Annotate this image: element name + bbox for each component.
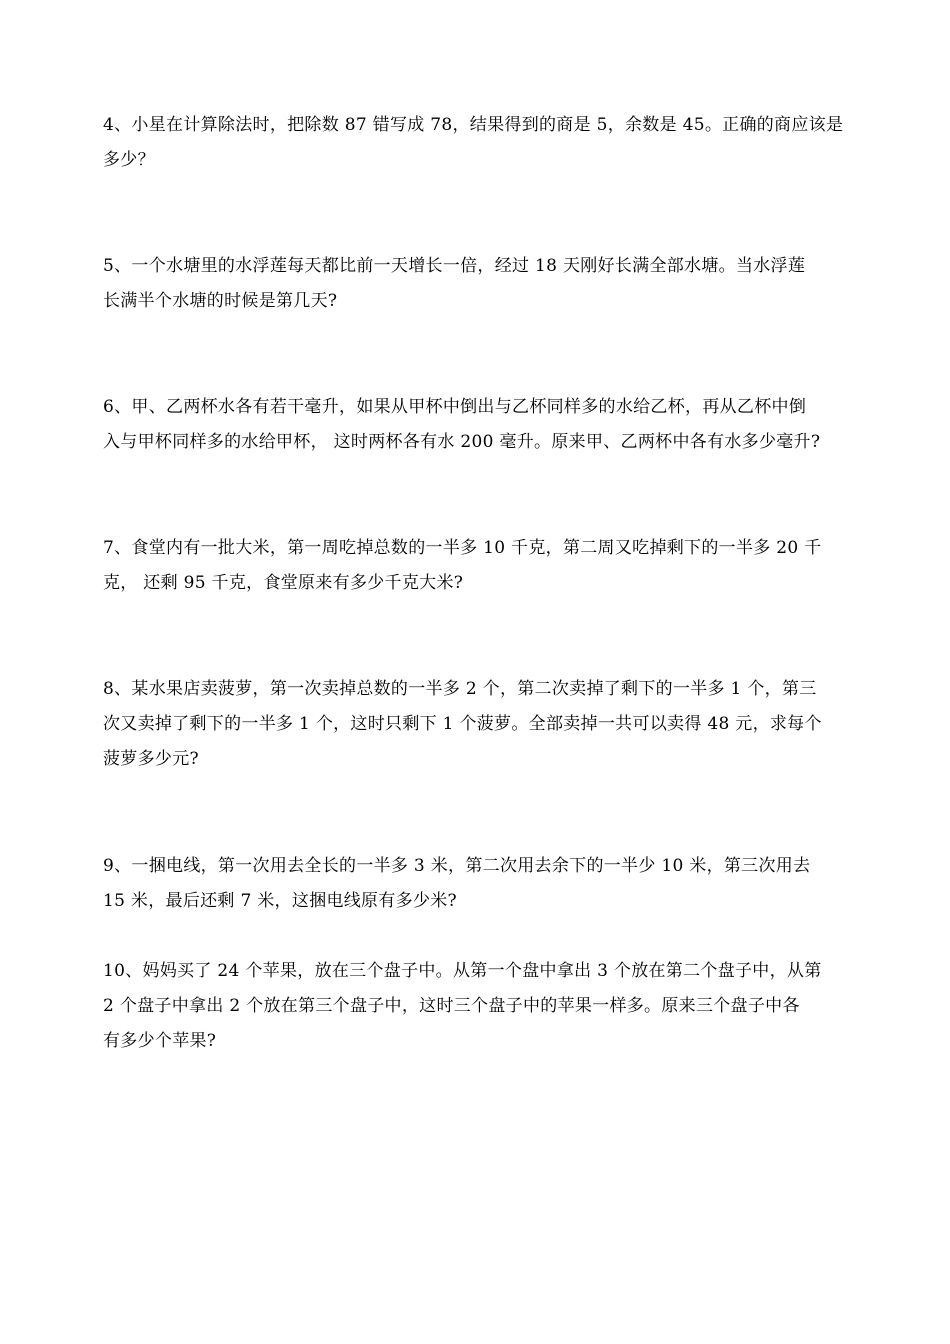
problem-10-line-2: 2 个盘子中拿出 2 个放在第三个盘子中，这时三个盘子中的苹果一样多。原来三个盘子中各 bbox=[103, 996, 800, 1016]
problem-7-line-2: 克， 还剩 95 千克，食堂原来有多少千克大米? bbox=[103, 573, 464, 593]
problem-4-line-1: 4、小星在计算除法时，把除数 87 错写成 78，结果得到的商是 5，余数是 45。正确的商应该是 bbox=[103, 115, 844, 135]
problem-6-line-1: 6、甲、乙两杯水各有若干毫升，如果从甲杯中倒出与乙杯同样多的水给乙杯，再从乙杯中倒 bbox=[103, 397, 807, 417]
problem-10-line-3: 有多少个苹果? bbox=[103, 1031, 217, 1051]
problem-8 bbox=[103, 672, 863, 777]
problem-4-line-2: 多少？ bbox=[103, 150, 155, 170]
problem-8-line-3: 菠萝多少元? bbox=[103, 749, 199, 769]
problem-9-line-2: 15 米，最后还剩 7 米，这捆电线原有多少米? bbox=[103, 891, 457, 911]
problem-8-line-1: 8、某水果店卖菠萝，第一次卖掉总数的一半多 2 个，第二次卖掉了剩下的一半多 1 个，第三 bbox=[103, 679, 817, 699]
problem-9-line-1: 9、一捆电线，第一次用去全长的一半多 3 米，第二次用去余下的一半少 10 米，第三次用去 bbox=[103, 856, 811, 876]
problem-10-line-1: 10、妈妈买了 24 个苹果，放在三个盘子中。从第一个盘中拿出 3 个放在第二个盘子中，从第 bbox=[103, 961, 822, 981]
problem-6-line-2: 入与甲杯同样多的水给甲杯， 这时两杯各有水 200 毫升。原来甲、乙两杯中各有水多少毫升? bbox=[103, 432, 821, 452]
problem-4 bbox=[103, 108, 863, 178]
problem-6 bbox=[103, 390, 863, 460]
problem-7 bbox=[103, 531, 863, 601]
problem-5-line-2: 长满半个水塘的时候是第几天? bbox=[103, 291, 338, 311]
problem-5 bbox=[103, 249, 863, 319]
problem-5-line-1: 5、一个水塘里的水浮莲每天都比前一天增长一倍，经过 18 天刚好长满全部水塘。当水浮莲 bbox=[103, 256, 806, 276]
problem-10 bbox=[103, 954, 863, 1059]
problem-8-line-2: 次又卖掉了剩下的一半多 1 个，这时只剩下 1 个菠萝。全部卖掉一共可以卖得 48 元，求每个 bbox=[103, 714, 822, 734]
problem-7-line-1: 7、食堂内有一批大米，第一周吃掉总数的一半多 10 千克，第二周又吃掉剩下的一半多 20 千 bbox=[103, 538, 822, 558]
problem-9 bbox=[103, 849, 863, 919]
